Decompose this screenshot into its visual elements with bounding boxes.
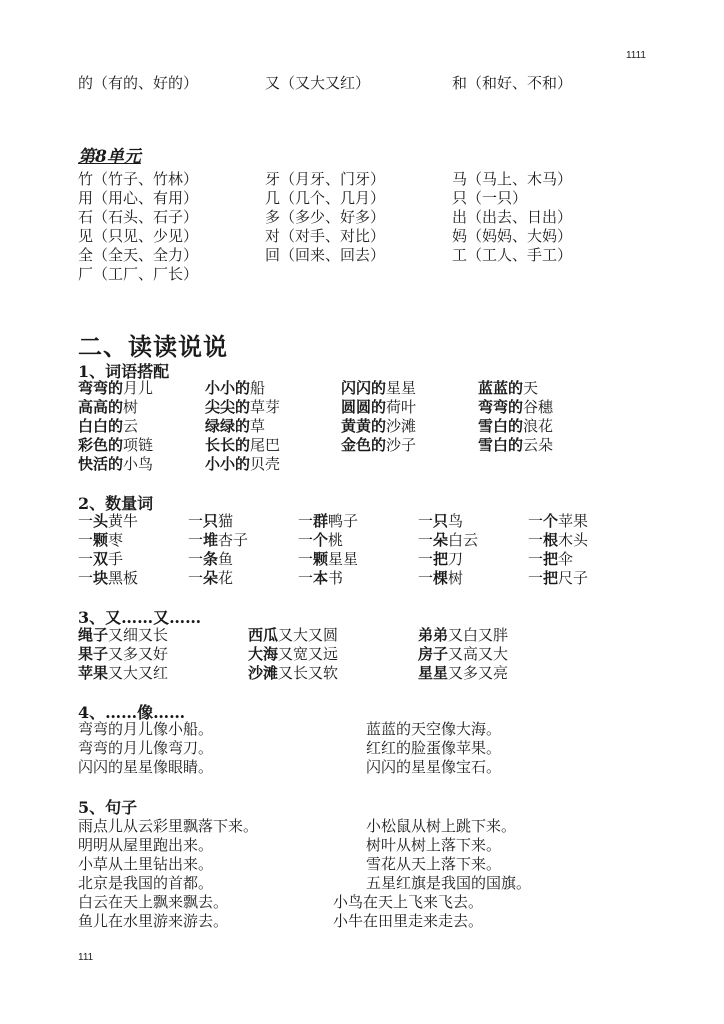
measure-entry <box>418 512 463 531</box>
phrase-noun: 沙子 <box>386 436 417 454</box>
measure-noun: 书 <box>328 569 344 587</box>
simile-sentence: 弯弯的月儿像弯刀。 <box>78 739 214 757</box>
measure-noun: 伞 <box>558 550 574 568</box>
measure-word: 块 <box>93 569 109 587</box>
phrase-entry <box>478 398 553 417</box>
character-entry: 马（马上、木马） <box>452 170 573 188</box>
sentence: 小草从土里钻出来。 <box>78 855 214 873</box>
page-number-top: 1111 <box>625 50 646 61</box>
measure-noun: 木头 <box>558 531 589 549</box>
phrase-entry <box>478 436 553 455</box>
measure-noun: 鱼 <box>218 550 234 568</box>
measure-entry <box>188 550 233 569</box>
measure-number: 一 <box>188 550 204 568</box>
character-entry: 对（对手、对比） <box>265 227 386 245</box>
sentence: 树叶从树上落下来。 <box>366 836 502 854</box>
measure-entry <box>188 531 248 550</box>
pattern-subject: 大海 <box>248 645 279 663</box>
character-entry: 回（回来、回去） <box>265 246 386 264</box>
measure-entry <box>188 569 233 588</box>
phrase-modifier: 白白的 <box>78 417 124 435</box>
measure-number: 一 <box>78 550 94 568</box>
page-number-bottom: 111 <box>78 952 94 963</box>
measure-number: 一 <box>78 512 94 530</box>
measure-noun: 鸭子 <box>328 512 359 530</box>
measure-number: 一 <box>418 550 434 568</box>
measure-word: 群 <box>313 512 329 530</box>
measure-noun: 刀 <box>448 550 464 568</box>
phrase-noun: 树 <box>123 398 139 416</box>
phrase-modifier: 雪白的 <box>478 436 524 454</box>
measure-entry <box>298 569 343 588</box>
phrase-entry <box>205 417 265 436</box>
measure-entry <box>298 512 358 531</box>
measure-entry <box>528 569 588 588</box>
section-title: 二、读读说说 <box>78 332 228 361</box>
measure-number: 一 <box>528 531 544 549</box>
phrase-entry <box>341 379 416 398</box>
measure-word: 把 <box>543 569 559 587</box>
phrase-noun: 浪花 <box>523 417 554 435</box>
phrase-entry <box>78 379 153 398</box>
measure-noun: 白云 <box>448 531 479 549</box>
measure-number: 一 <box>528 512 544 530</box>
pattern-description: 又长又软 <box>278 664 339 682</box>
measure-word: 朵 <box>203 569 219 587</box>
measure-number: 一 <box>528 550 544 568</box>
top-row-entry: 和（和好、不和） <box>452 74 573 92</box>
measure-number: 一 <box>418 531 434 549</box>
measure-word: 个 <box>543 512 559 530</box>
sentence: 小松鼠从树上跳下来。 <box>366 817 517 835</box>
phrase-modifier: 尖尖的 <box>205 398 251 416</box>
phrase-noun: 草芽 <box>250 398 281 416</box>
top-row-entry: 又（又大又红） <box>265 74 371 92</box>
phrase-modifier: 雪白的 <box>478 417 524 435</box>
measure-entry <box>78 569 138 588</box>
sentence: 北京是我国的首都。 <box>78 874 214 892</box>
subsection-title: 5、句子 <box>78 798 138 817</box>
phrase-entry <box>205 379 265 398</box>
measure-word: 头 <box>93 512 109 530</box>
phrase-entry <box>78 398 138 417</box>
character-entry: 竹（竹子、竹林） <box>78 170 199 188</box>
simile-sentence: 闪闪的星星像眼睛。 <box>78 758 214 776</box>
measure-entry <box>528 512 588 531</box>
pattern-subject: 苹果 <box>78 664 109 682</box>
character-entry: 几（几个、几月） <box>265 189 386 207</box>
measure-word: 把 <box>433 550 449 568</box>
measure-number: 一 <box>188 531 204 549</box>
measure-word: 只 <box>433 512 449 530</box>
pattern-entry <box>78 664 168 683</box>
measure-noun: 花 <box>218 569 234 587</box>
measure-word: 棵 <box>433 569 449 587</box>
measure-noun: 枣 <box>108 531 124 549</box>
measure-noun: 尺子 <box>558 569 589 587</box>
phrase-noun: 尾巴 <box>250 436 281 454</box>
pattern-description: 又白又胖 <box>448 626 509 644</box>
pattern-entry <box>248 626 338 645</box>
measure-word: 把 <box>543 550 559 568</box>
phrase-noun: 草 <box>250 417 266 435</box>
character-entry: 用（用心、有用） <box>78 189 199 207</box>
character-entry: 全（全天、全力） <box>78 246 199 264</box>
subsection-title: 3、又……又…… <box>78 608 202 627</box>
phrase-entry <box>341 398 416 417</box>
measure-number: 一 <box>298 531 314 549</box>
measure-entry <box>298 550 358 569</box>
pattern-subject: 沙滩 <box>248 664 279 682</box>
measure-number: 一 <box>418 569 434 587</box>
phrase-modifier: 蓝蓝的 <box>478 379 524 397</box>
sentence: 雨点儿从云彩里飘落下来。 <box>78 817 259 835</box>
pattern-description: 又高又大 <box>448 645 509 663</box>
character-entry: 厂（工厂、厂长） <box>78 265 199 283</box>
character-entry: 见（只见、少见） <box>78 227 199 245</box>
phrase-modifier: 高高的 <box>78 398 124 416</box>
measure-word: 条 <box>203 550 219 568</box>
pattern-entry <box>78 626 168 645</box>
phrase-modifier: 黄黄的 <box>341 417 387 435</box>
phrase-modifier: 彩色的 <box>78 436 124 454</box>
pattern-description: 又多又好 <box>108 645 169 663</box>
sentence: 五星红旗是我国的国旗。 <box>366 874 532 892</box>
pattern-description: 又细又长 <box>108 626 169 644</box>
phrase-entry <box>205 455 280 474</box>
sentence: 明明从屋里跑出来。 <box>78 836 214 854</box>
pattern-entry <box>418 645 508 664</box>
phrase-entry <box>478 379 538 398</box>
pattern-description: 又大又红 <box>108 664 169 682</box>
pattern-subject: 绳子 <box>78 626 109 644</box>
pattern-description: 又多又亮 <box>448 664 509 682</box>
measure-number: 一 <box>78 569 94 587</box>
measure-noun: 鸟 <box>448 512 464 530</box>
phrase-entry <box>205 398 280 417</box>
measure-noun: 手 <box>108 550 124 568</box>
pattern-entry <box>248 645 338 664</box>
measure-entry <box>78 512 138 531</box>
measure-noun: 星星 <box>328 550 359 568</box>
measure-noun: 黄牛 <box>108 512 139 530</box>
measure-noun: 树 <box>448 569 464 587</box>
character-entry: 妈（妈妈、大妈） <box>452 227 573 245</box>
character-entry: 工（工人、手工） <box>452 246 573 264</box>
measure-entry <box>78 550 123 569</box>
character-entry: 出（出去、日出） <box>452 208 573 226</box>
pattern-description: 又宽又远 <box>278 645 339 663</box>
phrase-noun: 沙滩 <box>386 417 417 435</box>
phrase-noun: 荷叶 <box>386 398 417 416</box>
phrase-modifier: 绿绿的 <box>205 417 251 435</box>
measure-word: 朵 <box>433 531 449 549</box>
phrase-noun: 月儿 <box>123 379 154 397</box>
simile-sentence: 弯弯的月儿像小船。 <box>78 720 214 738</box>
character-entry: 牙（月牙、门牙） <box>265 170 386 188</box>
character-entry: 多（多少、好多） <box>265 208 386 226</box>
pattern-entry <box>78 645 168 664</box>
phrase-entry <box>478 417 553 436</box>
sentence: 雪花从天上落下来。 <box>366 855 502 873</box>
phrase-noun: 云 <box>123 417 139 435</box>
phrase-modifier: 小小的 <box>205 379 251 397</box>
phrase-entry <box>78 455 153 474</box>
measure-entry <box>418 550 463 569</box>
subsection-title: 4、……像…… <box>78 703 186 722</box>
phrase-noun: 天 <box>523 379 539 397</box>
measure-word: 只 <box>203 512 219 530</box>
measure-word: 本 <box>313 569 329 587</box>
phrase-modifier: 金色的 <box>341 436 387 454</box>
phrase-noun: 贝壳 <box>250 455 281 473</box>
subsection-title: 2、数量词 <box>78 494 154 513</box>
measure-word: 个 <box>313 531 329 549</box>
phrase-entry <box>78 417 138 436</box>
unit-title: 第8单元 <box>78 147 141 167</box>
simile-sentence: 红红的脸蛋像苹果。 <box>366 739 502 757</box>
measure-number: 一 <box>188 569 204 587</box>
measure-number: 一 <box>418 512 434 530</box>
measure-entry <box>188 512 233 531</box>
pattern-entry <box>248 664 338 683</box>
phrase-noun: 星星 <box>386 379 417 397</box>
phrase-noun: 小鸟 <box>123 455 154 473</box>
sentence: 小鸟在天上飞来飞去。 <box>333 893 484 911</box>
measure-number: 一 <box>298 550 314 568</box>
phrase-modifier: 闪闪的 <box>341 379 387 397</box>
character-entry: 石（石头、石子） <box>78 208 199 226</box>
phrase-entry <box>205 436 280 455</box>
measure-number: 一 <box>528 569 544 587</box>
pattern-entry <box>418 664 508 683</box>
measure-number: 一 <box>298 512 314 530</box>
measure-word: 颗 <box>93 531 109 549</box>
pattern-entry <box>418 626 508 645</box>
pattern-subject: 弟弟 <box>418 626 449 644</box>
phrase-modifier: 圆圆的 <box>341 398 387 416</box>
pattern-subject: 果子 <box>78 645 109 663</box>
character-entry: 只（一只） <box>452 189 528 207</box>
measure-noun: 苹果 <box>558 512 589 530</box>
phrase-noun: 云朵 <box>523 436 554 454</box>
measure-noun: 杏子 <box>218 531 249 549</box>
measure-word: 双 <box>93 550 109 568</box>
measure-noun: 猫 <box>218 512 234 530</box>
sentence: 白云在天上飘来飘去。 <box>78 893 229 911</box>
phrase-modifier: 弯弯的 <box>478 398 524 416</box>
phrase-noun: 船 <box>250 379 266 397</box>
measure-entry <box>528 531 588 550</box>
sentence: 鱼儿在水里游来游去。 <box>78 912 229 930</box>
measure-entry <box>418 569 463 588</box>
measure-word: 根 <box>543 531 559 549</box>
phrase-modifier: 快活的 <box>78 455 124 473</box>
simile-sentence: 闪闪的星星像宝石。 <box>366 758 502 776</box>
measure-number: 一 <box>298 569 314 587</box>
measure-entry <box>78 531 123 550</box>
phrase-modifier: 弯弯的 <box>78 379 124 397</box>
subsection-title: 1、词语搭配 <box>78 362 170 381</box>
measure-word: 堆 <box>203 531 219 549</box>
measure-noun: 黑板 <box>108 569 139 587</box>
sentence: 小牛在田里走来走去。 <box>333 912 484 930</box>
pattern-subject: 西瓜 <box>248 626 279 644</box>
phrase-noun: 项链 <box>123 436 154 454</box>
phrase-entry <box>78 436 153 455</box>
phrase-modifier: 长长的 <box>205 436 251 454</box>
measure-number: 一 <box>78 531 94 549</box>
pattern-subject: 房子 <box>418 645 449 663</box>
measure-entry <box>528 550 573 569</box>
phrase-modifier: 小小的 <box>205 455 251 473</box>
measure-noun: 桃 <box>328 531 344 549</box>
phrase-entry <box>341 417 416 436</box>
pattern-description: 又大又圆 <box>278 626 339 644</box>
phrase-noun: 谷穗 <box>523 398 554 416</box>
measure-number: 一 <box>188 512 204 530</box>
measure-entry <box>418 531 478 550</box>
simile-sentence: 蓝蓝的天空像大海。 <box>366 720 502 738</box>
pattern-subject: 星星 <box>418 664 449 682</box>
measure-word: 颗 <box>313 550 329 568</box>
top-row-entry: 的（有的、好的） <box>78 74 199 92</box>
phrase-entry <box>341 436 416 455</box>
measure-entry <box>298 531 343 550</box>
